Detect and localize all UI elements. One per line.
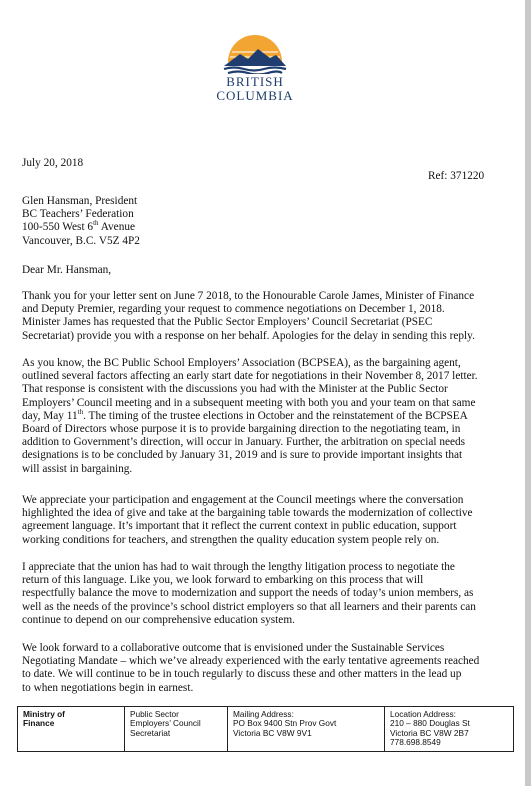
paragraph-line: highlighted the idea of give and take at the bargaining table towards the modernization of collective — [22, 507, 473, 520]
paragraph-3 — [22, 494, 510, 547]
paragraph-line: I appreciate that the union has had to wait through the lengthy litigation process to negotiate the — [22, 561, 455, 573]
footer-office: Public Sector Employers’ Council Secretariat — [125, 707, 228, 752]
page-edge — [525, 0, 531, 786]
salutation: Dear Mr. Hansman, — [22, 264, 112, 276]
recipient-address — [22, 195, 510, 248]
paragraph-line: Thank you for your letter sent on June 7 2018, to the Honourable Carole James, Minister of Finance — [22, 290, 475, 302]
paragraph-line: to date. We will continue to be in touch regularly to discuss these and other matters in the lead up — [22, 668, 462, 681]
paragraph-line: That response is consistent with the discussions you had with the Minister at the Public Sector — [22, 383, 448, 396]
address-line: BC Teachers’ Federation — [22, 208, 134, 221]
paragraph-line: and Deputy Premier, regarding your request to commence negotiations on December 1, 2018. — [22, 303, 445, 316]
paragraph-line: designations is to be concluded by January 31, 2019 and is sure to provide important insights that — [22, 449, 463, 462]
address-line: Vancouver, B.C. V5Z 4P2 — [22, 234, 140, 247]
paragraph-4 — [22, 561, 510, 627]
paragraph-line: working conditions for teachers, and strengthen the quality education system people rely on. — [22, 533, 440, 546]
paragraph-line: Minister James has requested that the Public Sector Employers’ Council Secretariat (PSEC — [22, 316, 433, 329]
reference-number: Ref: 371220 — [428, 170, 485, 182]
letter-date: July 20, 2018 — [22, 157, 84, 169]
paragraph-line: Secretariat) provide you with a response on her behalf. Apologies for the delay in sending this reply. — [22, 329, 475, 342]
paragraph-line: We look forward to a collaborative outcome that is envisioned under the Sustainable Services — [22, 642, 445, 654]
footer-ministry: Ministry of Finance — [18, 707, 125, 752]
paragraph-1 — [22, 290, 510, 343]
logo-text-british: BRITISH — [226, 74, 284, 89]
bc-logo — [205, 28, 305, 112]
logo-text-columbia: COLUMBIA — [216, 88, 294, 103]
paragraph-line: continue to depend on our comprehensive education system. — [22, 613, 295, 626]
paragraph-line: outlined several factors affecting an early start date for negotiations in their November 8, 2017 letter. — [22, 370, 478, 383]
address-line: 100-550 West 6th Avenue — [22, 219, 136, 234]
paragraph-line: return of this language. Like you, we look forward to embarking on this process that will — [22, 574, 424, 587]
footer-location-address: Location Address: 210 – 880 Douglas St Victoria BC V8W 2B7 778.698.8549 — [385, 707, 514, 752]
paragraph-line: Negotiating Mandate – which we’ve already experienced with the early tentative agreements reached — [22, 655, 480, 668]
paragraph-line: respectfully balance the move to modernization and support the needs of today’s union members, as — [22, 587, 474, 600]
letterhead-footer-table — [17, 706, 514, 752]
paragraph-2 — [22, 357, 510, 476]
paragraph-line: will assist in bargaining. — [22, 462, 133, 475]
paragraph-line: Employers’ Council meeting and in a subsequent meeting with both you and your team on that same — [22, 396, 476, 409]
paragraph-line: agreement language. It’s important that it reflect the current context in public education, support — [22, 520, 457, 533]
address-line: Glen Hansman, President — [22, 195, 138, 207]
paragraph-line: day, May 11th. The timing of the trustee elections in October and the reinstatement of the BCPSEA — [22, 408, 468, 422]
footer-mailing-address: Mailing Address: PO Box 9400 Stn Prov Govt Victoria BC V8W 9V1 — [228, 707, 385, 752]
bc-sun-mountain-icon — [218, 28, 292, 74]
paragraph-line: to when negotiations begin in earnest. — [22, 681, 194, 694]
paragraph-line: We appreciate your participation and engagement at the Council meetings where the conversation — [22, 494, 464, 506]
paragraph-line: addition to Government’s direction, will occur in January. Further, the arbitration on special needs — [22, 436, 466, 449]
paragraph-line: Board of Directors whose purpose it is to provide bargaining direction to the negotiating team, in — [22, 423, 461, 436]
paragraph-5 — [22, 642, 510, 695]
paragraph-line: As you know, the BC Public School Employers’ Association (BCPSEA), as the bargaining agent, — [22, 357, 461, 369]
paragraph-line: well as the needs of the province’s school district employers so that all learners and their parents can — [22, 600, 476, 613]
